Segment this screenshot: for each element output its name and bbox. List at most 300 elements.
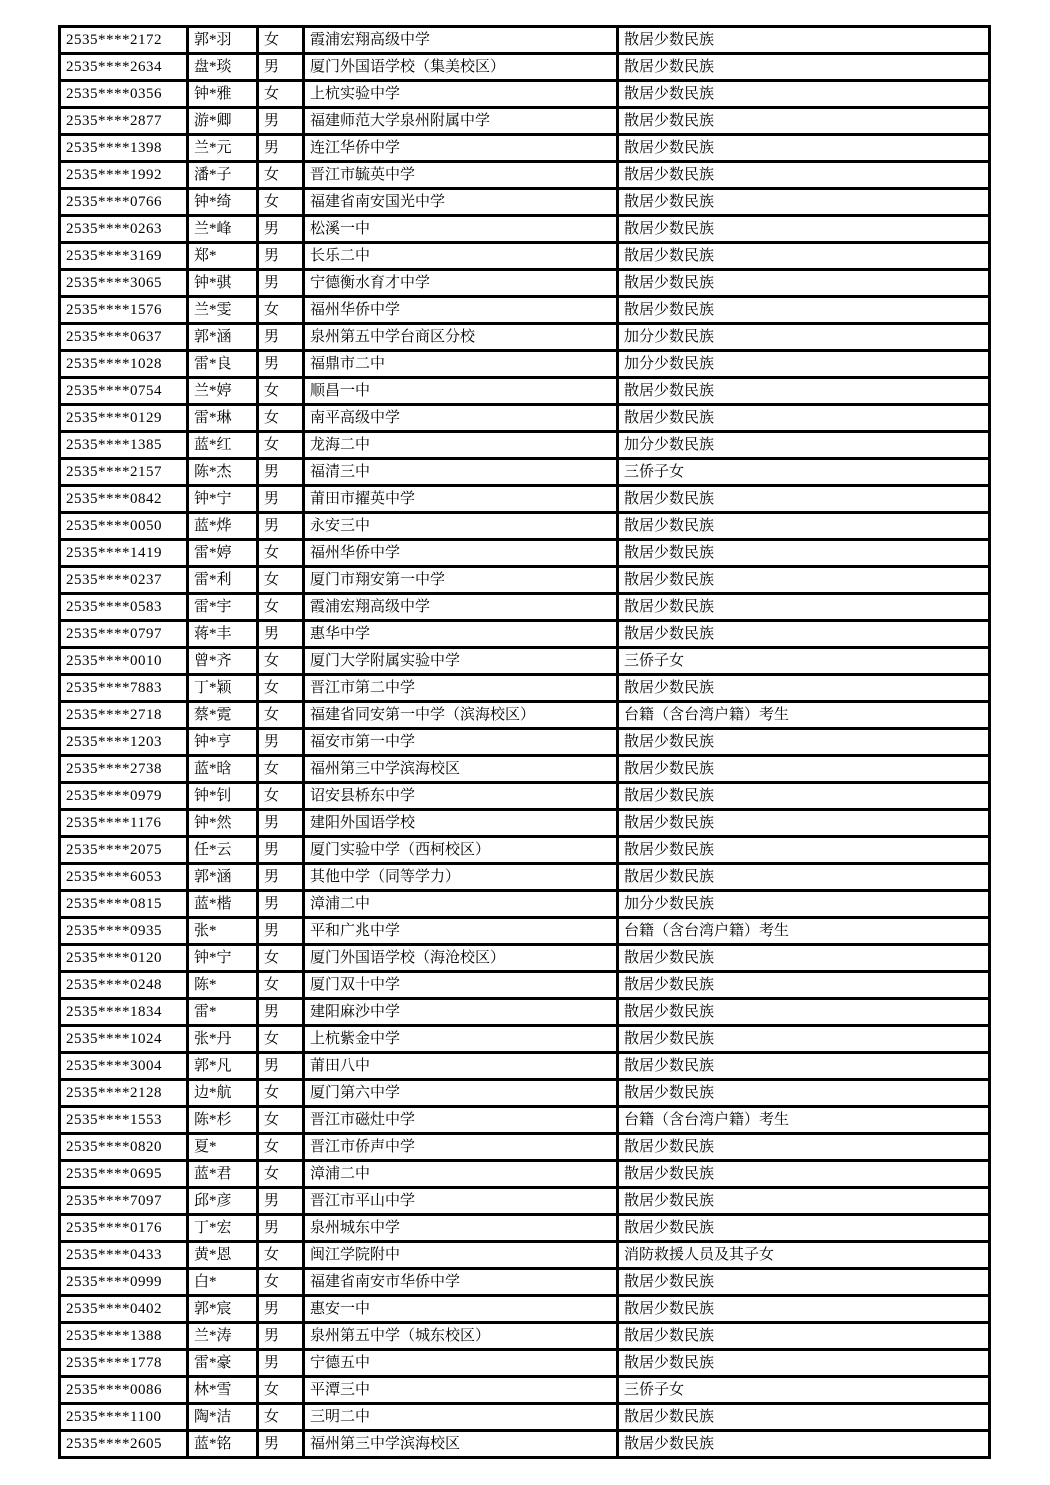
cell-id: 2535****1385 (60, 432, 188, 459)
cell-category: 散居少数民族 (618, 486, 990, 513)
cell-gender: 男 (258, 810, 304, 837)
cell-name: 兰*峰 (188, 216, 258, 243)
cell-school: 福建师范大学泉州附属中学 (304, 108, 618, 135)
cell-id: 2535****0248 (60, 972, 188, 999)
cell-id: 2535****7883 (60, 675, 188, 702)
cell-category: 散居少数民族 (618, 621, 990, 648)
cell-name: 钟*宁 (188, 945, 258, 972)
cell-id: 2535****1100 (60, 1404, 188, 1431)
cell-gender: 男 (258, 270, 304, 297)
cell-gender: 女 (258, 1377, 304, 1404)
cell-school: 莆田八中 (304, 1053, 618, 1080)
table-row (60, 756, 990, 783)
table-row (60, 999, 990, 1026)
table-row (60, 864, 990, 891)
cell-name: 雷* (188, 999, 258, 1026)
cell-category: 散居少数民族 (618, 675, 990, 702)
cell-category: 散居少数民族 (618, 162, 990, 189)
cell-school: 长乐二中 (304, 243, 618, 270)
table-row (60, 1242, 990, 1269)
cell-category: 台籍（含台湾户籍）考生 (618, 702, 990, 729)
table-row (60, 324, 990, 351)
cell-category: 散居少数民族 (618, 54, 990, 81)
cell-id: 2535****2634 (60, 54, 188, 81)
cell-gender: 女 (258, 405, 304, 432)
cell-name: 郭*宸 (188, 1296, 258, 1323)
cell-school: 顺昌一中 (304, 378, 618, 405)
cell-id: 2535****0999 (60, 1269, 188, 1296)
cell-gender: 女 (258, 1242, 304, 1269)
cell-school: 晋江市毓英中学 (304, 162, 618, 189)
cell-category: 散居少数民族 (618, 243, 990, 270)
cell-id: 2535****1778 (60, 1350, 188, 1377)
table-row (60, 972, 990, 999)
cell-gender: 男 (258, 1296, 304, 1323)
cell-id: 2535****2075 (60, 837, 188, 864)
table-row (60, 648, 990, 675)
cell-gender: 女 (258, 594, 304, 621)
cell-id: 2535****0754 (60, 378, 188, 405)
cell-id: 2535****0935 (60, 918, 188, 945)
cell-category: 台籍（含台湾户籍）考生 (618, 1107, 990, 1134)
cell-category: 加分少数民族 (618, 351, 990, 378)
cell-name: 钟*绮 (188, 189, 258, 216)
cell-id: 2535****1028 (60, 351, 188, 378)
cell-category: 散居少数民族 (618, 378, 990, 405)
cell-name: 兰*涛 (188, 1323, 258, 1350)
cell-school: 福建省南安国光中学 (304, 189, 618, 216)
cell-id: 2535****0120 (60, 945, 188, 972)
cell-gender: 男 (258, 513, 304, 540)
cell-id: 2535****0010 (60, 648, 188, 675)
cell-name: 雷*琳 (188, 405, 258, 432)
cell-school: 晋江市侨声中学 (304, 1134, 618, 1161)
cell-id: 2535****1203 (60, 729, 188, 756)
table-row (60, 378, 990, 405)
cell-id: 2535****0766 (60, 189, 188, 216)
table-row (60, 1188, 990, 1215)
cell-name: 钟*骐 (188, 270, 258, 297)
cell-id: 2535****1992 (60, 162, 188, 189)
cell-school: 福建省同安第一中学（滨海校区） (304, 702, 618, 729)
cell-name: 陈* (188, 972, 258, 999)
cell-id: 2535****0237 (60, 567, 188, 594)
cell-name: 蒋*丰 (188, 621, 258, 648)
cell-category: 散居少数民族 (618, 567, 990, 594)
cell-category: 散居少数民族 (618, 810, 990, 837)
cell-name: 雷*婷 (188, 540, 258, 567)
cell-school: 福州第三中学滨海校区 (304, 756, 618, 783)
cell-id: 2535****0797 (60, 621, 188, 648)
cell-gender: 女 (258, 702, 304, 729)
cell-name: 陈*杰 (188, 459, 258, 486)
cell-id: 2535****0129 (60, 405, 188, 432)
cell-school: 惠安一中 (304, 1296, 618, 1323)
cell-name: 夏* (188, 1134, 258, 1161)
table-row (60, 1431, 990, 1458)
table-row (60, 351, 990, 378)
cell-gender: 女 (258, 297, 304, 324)
cell-category: 三侨子女 (618, 648, 990, 675)
cell-gender: 女 (258, 1080, 304, 1107)
table-row (60, 1080, 990, 1107)
cell-school: 厦门第六中学 (304, 1080, 618, 1107)
cell-school: 建阳麻沙中学 (304, 999, 618, 1026)
cell-school: 泉州城东中学 (304, 1215, 618, 1242)
cell-id: 2535****0086 (60, 1377, 188, 1404)
table-row (60, 1296, 990, 1323)
cell-school: 厦门市翔安第一中学 (304, 567, 618, 594)
cell-name: 钟*钊 (188, 783, 258, 810)
cell-gender: 男 (258, 351, 304, 378)
cell-id: 2535****0583 (60, 594, 188, 621)
cell-category: 散居少数民族 (618, 594, 990, 621)
cell-school: 松溪一中 (304, 216, 618, 243)
cell-id: 2535****0402 (60, 1296, 188, 1323)
table-row (60, 135, 990, 162)
cell-category: 台籍（含台湾户籍）考生 (618, 918, 990, 945)
table-row (60, 513, 990, 540)
cell-gender: 男 (258, 216, 304, 243)
table-row (60, 459, 990, 486)
cell-category: 散居少数民族 (618, 513, 990, 540)
cell-category: 散居少数民族 (618, 945, 990, 972)
cell-name: 张*丹 (188, 1026, 258, 1053)
table-row (60, 1134, 990, 1161)
cell-id: 2535****0050 (60, 513, 188, 540)
cell-school: 三明二中 (304, 1404, 618, 1431)
cell-name: 蓝*楷 (188, 891, 258, 918)
cell-category: 散居少数民族 (618, 1269, 990, 1296)
cell-gender: 女 (258, 432, 304, 459)
cell-name: 钟*宁 (188, 486, 258, 513)
cell-name: 郭*羽 (188, 27, 258, 54)
cell-name: 游*卿 (188, 108, 258, 135)
cell-school: 厦门外国语学校（集美校区） (304, 54, 618, 81)
cell-school: 连江华侨中学 (304, 135, 618, 162)
cell-school: 福鼎市二中 (304, 351, 618, 378)
cell-category: 散居少数民族 (618, 1080, 990, 1107)
cell-id: 2535****0263 (60, 216, 188, 243)
cell-id: 2535****1398 (60, 135, 188, 162)
table-row (60, 1350, 990, 1377)
cell-category: 散居少数民族 (618, 1350, 990, 1377)
cell-gender: 男 (258, 837, 304, 864)
cell-category: 散居少数民族 (618, 1188, 990, 1215)
cell-id: 2535****3004 (60, 1053, 188, 1080)
cell-category: 散居少数民族 (618, 135, 990, 162)
cell-name: 雷*豪 (188, 1350, 258, 1377)
cell-school: 莆田市擢英中学 (304, 486, 618, 513)
cell-gender: 男 (258, 459, 304, 486)
cell-school: 宁德衡水育才中学 (304, 270, 618, 297)
cell-gender: 男 (258, 621, 304, 648)
cell-gender: 女 (258, 567, 304, 594)
cell-name: 丁*宏 (188, 1215, 258, 1242)
table-row (60, 783, 990, 810)
cell-id: 2535****0815 (60, 891, 188, 918)
cell-category: 加分少数民族 (618, 432, 990, 459)
table-row (60, 405, 990, 432)
cell-gender: 男 (258, 1053, 304, 1080)
cell-id: 2535****6053 (60, 864, 188, 891)
cell-school: 闽江学院附中 (304, 1242, 618, 1269)
cell-name: 钟*然 (188, 810, 258, 837)
table-row (60, 297, 990, 324)
cell-id: 2535****2718 (60, 702, 188, 729)
cell-school: 龙海二中 (304, 432, 618, 459)
cell-school: 漳浦二中 (304, 1161, 618, 1188)
cell-category: 散居少数民族 (618, 837, 990, 864)
cell-name: 蓝*烨 (188, 513, 258, 540)
cell-id: 2535****0842 (60, 486, 188, 513)
cell-name: 曾*齐 (188, 648, 258, 675)
cell-gender: 女 (258, 756, 304, 783)
cell-category: 散居少数民族 (618, 783, 990, 810)
cell-name: 边*航 (188, 1080, 258, 1107)
cell-name: 兰*雯 (188, 297, 258, 324)
cell-gender: 男 (258, 135, 304, 162)
cell-category: 散居少数民族 (618, 729, 990, 756)
table-row (60, 162, 990, 189)
cell-school: 建阳外国语学校 (304, 810, 618, 837)
table-row (60, 1377, 990, 1404)
cell-gender: 女 (258, 81, 304, 108)
cell-gender: 女 (258, 540, 304, 567)
cell-category: 消防救援人员及其子女 (618, 1242, 990, 1269)
cell-category: 散居少数民族 (618, 1026, 990, 1053)
cell-name: 陶*洁 (188, 1404, 258, 1431)
cell-school: 永安三中 (304, 513, 618, 540)
cell-school: 霞浦宏翔高级中学 (304, 27, 618, 54)
cell-name: 蔡*霓 (188, 702, 258, 729)
cell-id: 2535****1419 (60, 540, 188, 567)
cell-school: 南平高级中学 (304, 405, 618, 432)
cell-gender: 男 (258, 1323, 304, 1350)
cell-category: 三侨子女 (618, 1377, 990, 1404)
cell-school: 厦门实验中学（西柯校区） (304, 837, 618, 864)
cell-gender: 女 (258, 27, 304, 54)
cell-name: 邱*彦 (188, 1188, 258, 1215)
table-row (60, 837, 990, 864)
table-row (60, 567, 990, 594)
table-row (60, 594, 990, 621)
cell-school: 福州第三中学滨海校区 (304, 1431, 618, 1458)
cell-name: 郑* (188, 243, 258, 270)
table-row (60, 1215, 990, 1242)
cell-category: 散居少数民族 (618, 189, 990, 216)
cell-name: 陈*杉 (188, 1107, 258, 1134)
cell-gender: 女 (258, 1107, 304, 1134)
cell-name: 蓝*铭 (188, 1431, 258, 1458)
cell-school: 晋江市第二中学 (304, 675, 618, 702)
cell-id: 2535****1176 (60, 810, 188, 837)
table-row (60, 54, 990, 81)
cell-name: 林*雪 (188, 1377, 258, 1404)
cell-name: 郭*涵 (188, 324, 258, 351)
cell-category: 散居少数民族 (618, 81, 990, 108)
cell-category: 散居少数民族 (618, 1161, 990, 1188)
cell-id: 2535****1834 (60, 999, 188, 1026)
cell-name: 白* (188, 1269, 258, 1296)
cell-gender: 女 (258, 675, 304, 702)
cell-school: 上杭紫金中学 (304, 1026, 618, 1053)
table-row (60, 189, 990, 216)
cell-id: 2535****7097 (60, 1188, 188, 1215)
cell-school: 平和广兆中学 (304, 918, 618, 945)
cell-gender: 男 (258, 324, 304, 351)
cell-name: 蓝*红 (188, 432, 258, 459)
cell-id: 2535****1576 (60, 297, 188, 324)
cell-name: 郭*涵 (188, 864, 258, 891)
cell-id: 2535****0820 (60, 1134, 188, 1161)
cell-category: 散居少数民族 (618, 108, 990, 135)
cell-gender: 男 (258, 918, 304, 945)
cell-gender: 男 (258, 864, 304, 891)
cell-name: 潘*子 (188, 162, 258, 189)
cell-gender: 女 (258, 1269, 304, 1296)
table-row (60, 81, 990, 108)
cell-gender: 男 (258, 486, 304, 513)
table-row (60, 702, 990, 729)
cell-gender: 男 (258, 999, 304, 1026)
cell-name: 兰*元 (188, 135, 258, 162)
cell-category: 散居少数民族 (618, 1431, 990, 1458)
cell-id: 2535****2738 (60, 756, 188, 783)
cell-name: 丁*颖 (188, 675, 258, 702)
table-row (60, 675, 990, 702)
cell-name: 任*云 (188, 837, 258, 864)
cell-id: 2535****0695 (60, 1161, 188, 1188)
cell-name: 钟*雅 (188, 81, 258, 108)
table-row (60, 216, 990, 243)
cell-school: 晋江市平山中学 (304, 1188, 618, 1215)
cell-gender: 男 (258, 54, 304, 81)
cell-id: 2535****0637 (60, 324, 188, 351)
cell-school: 福州华侨中学 (304, 540, 618, 567)
cell-school: 惠华中学 (304, 621, 618, 648)
cell-id: 2535****0356 (60, 81, 188, 108)
cell-gender: 女 (258, 162, 304, 189)
cell-id: 2535****1553 (60, 1107, 188, 1134)
cell-gender: 女 (258, 1161, 304, 1188)
table-row (60, 891, 990, 918)
table-row (60, 1323, 990, 1350)
cell-id: 2535****2157 (60, 459, 188, 486)
cell-category: 散居少数民族 (618, 756, 990, 783)
cell-gender: 男 (258, 243, 304, 270)
cell-id: 2535****0979 (60, 783, 188, 810)
cell-gender: 女 (258, 648, 304, 675)
table-row (60, 27, 990, 54)
table-row (60, 945, 990, 972)
cell-school: 厦门外国语学校（海沧校区） (304, 945, 618, 972)
cell-name: 蓝*晗 (188, 756, 258, 783)
cell-category: 散居少数民族 (618, 270, 990, 297)
cell-id: 2535****0433 (60, 1242, 188, 1269)
cell-school: 晋江市磁灶中学 (304, 1107, 618, 1134)
cell-school: 福州华侨中学 (304, 297, 618, 324)
cell-school: 宁德五中 (304, 1350, 618, 1377)
cell-name: 雷*良 (188, 351, 258, 378)
cell-school: 泉州第五中学（城东校区） (304, 1323, 618, 1350)
cell-name: 盘*琰 (188, 54, 258, 81)
cell-gender: 女 (258, 783, 304, 810)
cell-id: 2535****3169 (60, 243, 188, 270)
cell-category: 散居少数民族 (618, 297, 990, 324)
table-row (60, 1026, 990, 1053)
cell-category: 散居少数民族 (618, 405, 990, 432)
cell-category: 散居少数民族 (618, 1134, 990, 1161)
table-row (60, 1404, 990, 1431)
table-row (60, 810, 990, 837)
cell-gender: 男 (258, 1431, 304, 1458)
cell-id: 2535****3065 (60, 270, 188, 297)
cell-school: 福建省南安市华侨中学 (304, 1269, 618, 1296)
cell-school: 上杭实验中学 (304, 81, 618, 108)
table-row (60, 621, 990, 648)
cell-name: 雷*利 (188, 567, 258, 594)
cell-school: 福安市第一中学 (304, 729, 618, 756)
cell-name: 钟*亨 (188, 729, 258, 756)
cell-category: 加分少数民族 (618, 324, 990, 351)
cell-school: 其他中学（同等学力） (304, 864, 618, 891)
table-row (60, 243, 990, 270)
cell-name: 张* (188, 918, 258, 945)
cell-school: 厦门大学附属实验中学 (304, 648, 618, 675)
cell-school: 平潭三中 (304, 1377, 618, 1404)
cell-category: 散居少数民族 (618, 1053, 990, 1080)
cell-school: 厦门双十中学 (304, 972, 618, 999)
cell-gender: 女 (258, 1404, 304, 1431)
cell-category: 散居少数民族 (618, 540, 990, 567)
cell-category: 散居少数民族 (618, 1404, 990, 1431)
cell-name: 郭*凡 (188, 1053, 258, 1080)
table-row (60, 540, 990, 567)
cell-school: 泉州第五中学台商区分校 (304, 324, 618, 351)
applicants-table (58, 25, 991, 1459)
table-row (60, 486, 990, 513)
cell-category: 散居少数民族 (618, 999, 990, 1026)
cell-category: 散居少数民族 (618, 216, 990, 243)
table-row (60, 432, 990, 459)
cell-id: 2535****2877 (60, 108, 188, 135)
table-row (60, 108, 990, 135)
cell-category: 散居少数民族 (618, 864, 990, 891)
cell-id: 2535****2128 (60, 1080, 188, 1107)
cell-category: 三侨子女 (618, 459, 990, 486)
cell-id: 2535****2605 (60, 1431, 188, 1458)
cell-gender: 女 (258, 945, 304, 972)
cell-gender: 男 (258, 1350, 304, 1377)
cell-gender: 女 (258, 1134, 304, 1161)
table-row (60, 1107, 990, 1134)
cell-category: 散居少数民族 (618, 27, 990, 54)
table-row (60, 1161, 990, 1188)
cell-category: 散居少数民族 (618, 972, 990, 999)
table-row (60, 729, 990, 756)
cell-category: 散居少数民族 (618, 1323, 990, 1350)
cell-id: 2535****1024 (60, 1026, 188, 1053)
cell-category: 加分少数民族 (618, 891, 990, 918)
cell-gender: 男 (258, 1215, 304, 1242)
cell-category: 散居少数民族 (618, 1296, 990, 1323)
cell-gender: 女 (258, 189, 304, 216)
table-row (60, 1269, 990, 1296)
table-row (60, 270, 990, 297)
cell-id: 2535****2172 (60, 27, 188, 54)
cell-name: 蓝*君 (188, 1161, 258, 1188)
